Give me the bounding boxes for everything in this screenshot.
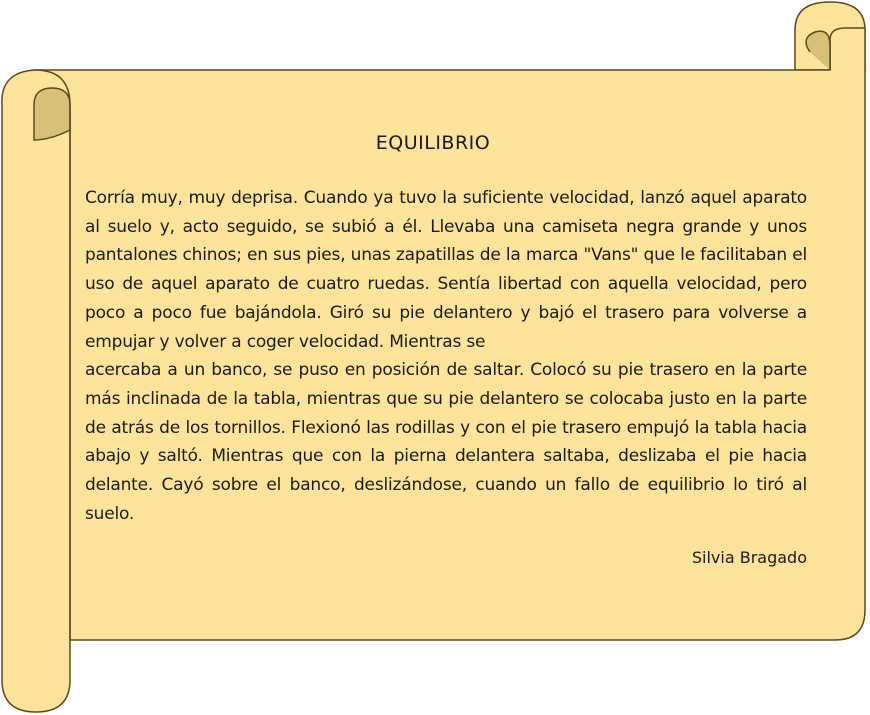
- scroll-left-roll: [2, 70, 70, 712]
- paragraph-1: Corría muy, muy deprisa. Cuando ya tuvo la suficiente velocidad, lanzó aquel aparato al suelo y, acto seguido, se subió a él. Llevaba una camiseta negra grande y unos pantalones chinos; en sus pies, unas zapatillas de la marca "Vans" que le facilitaban el uso de aquel aparato de cuatro ruedas. Sentía libertad con aquella velocidad, pero poco a poco fue bajándola. Giró su pie delantero y bajó el trasero para volverse a empujar y volver a coger velocidad. Mientras se: [85, 188, 807, 352]
- document-title: EQUILIBRIO: [375, 132, 491, 154]
- paragraph-2: acercaba a un banco, se puso en posición de saltar. Colocó su pie trasero en la parte más inclinada de la tabla, mientras que su pie delantero se colocaba justo en la parte de atrás de los tornillos. Flexionó las rodillas y con el pie trasero empujó la tabla hacia abajo y saltó. Mientras que con la pierna delantera saltaba, deslizaba el pie hacia delante. Cayó sobre el banco, deslizándose, cuando un fallo de equilibrio lo tiró al suelo.: [85, 360, 807, 524]
- author-signature: Silvia Bragado: [691, 548, 807, 568]
- scroll-left-curl: [34, 88, 70, 140]
- scroll-content: [85, 132, 807, 567]
